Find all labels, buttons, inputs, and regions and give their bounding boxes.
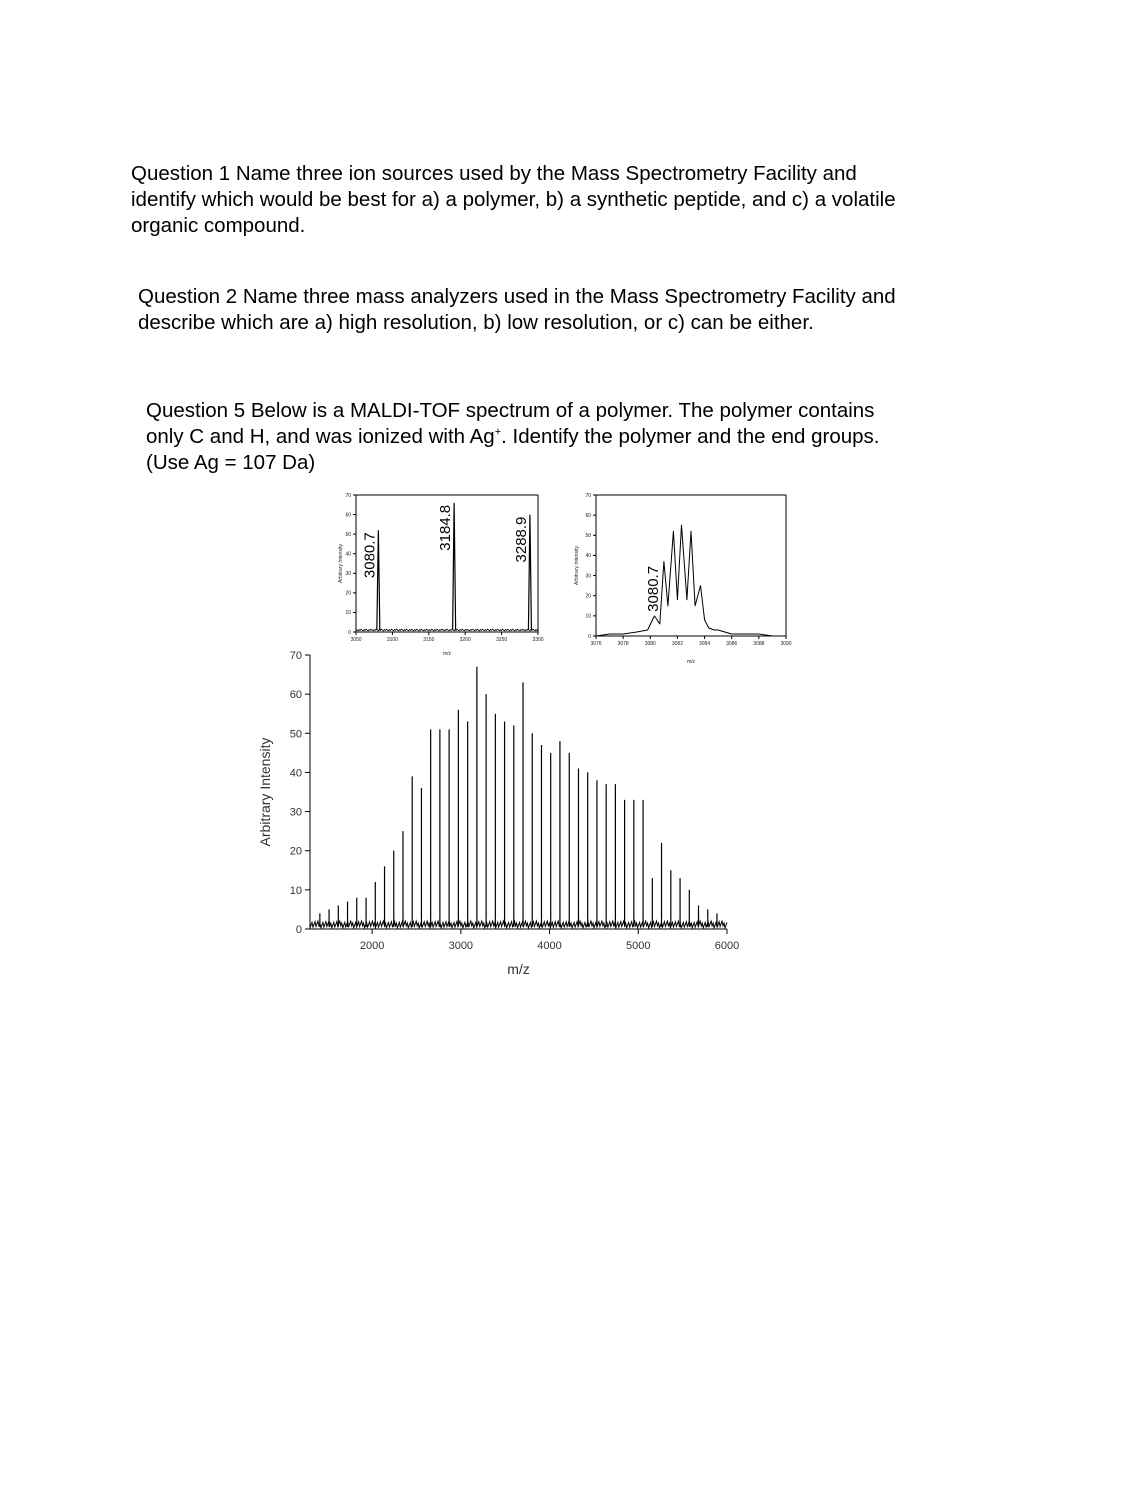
right-inset-envelope-line <box>596 525 786 636</box>
main-x-tick-label: 2000 <box>359 940 385 952</box>
right-inset-y-tick-label: 50 <box>585 533 591 540</box>
right-inset-x-tick-label: 3080 <box>644 641 656 647</box>
right-inset-x-axis-label: m/z <box>686 659 696 665</box>
left-inset-y-tick-label: 50 <box>345 531 351 538</box>
left-inset-x-tick-label: 3250 <box>496 637 508 643</box>
right-inset-x-tick-label: 3084 <box>699 641 711 647</box>
left-inset-x-tick-label: 3150 <box>423 637 435 643</box>
question-5-line-1: Question 5 Below is a MALDI-TOF spectrum of a polymer. The polymer contains <box>146 399 875 422</box>
main-x-tick-label: 3000 <box>448 940 474 952</box>
right-inset-x-tick-label: 3090 <box>780 641 792 647</box>
left-inset-y-axis-label: Arbitrary Intensity <box>338 544 344 583</box>
question-5-line-2-end: . Identify the polymer and the end groups. <box>501 425 880 448</box>
main-x-axis-label: m/z <box>507 961 530 977</box>
question-5-line-3: (Use Ag = 107 Da) <box>146 451 316 474</box>
left-inset-y-tick-label: 40 <box>345 551 351 558</box>
left-inset-peak-label: 3080.7 <box>361 532 379 579</box>
left-inset-y-tick-label: 30 <box>345 571 351 578</box>
right-inset-y-tick-label: 60 <box>585 512 591 519</box>
left-inset-x-tick-label: 3300 <box>532 637 544 643</box>
left-inset-peak-label: 3288.9 <box>512 516 530 563</box>
left-inset-y-tick-label: 60 <box>345 512 351 519</box>
right-inset-x-tick-label: 3076 <box>590 641 602 647</box>
left-inset-x-axis-label: m/z <box>442 651 452 657</box>
question-5 <box>146 398 1026 476</box>
main-x-tick-label: 6000 <box>714 940 740 952</box>
question-5-line-2-text: only C and H, and was ionized with Ag <box>146 425 495 448</box>
question-2 <box>138 284 1018 336</box>
main-y-tick-label: 60 <box>289 689 302 702</box>
right-inset-y-tick-label: 40 <box>585 553 591 560</box>
right-inset-y-axis-label: Arbitrary Intensity <box>574 546 580 585</box>
left-inset-y-tick-label: 10 <box>345 610 351 617</box>
left-inset-y-tick-label: 0 <box>348 629 351 636</box>
silver-charge-superscript: + <box>494 426 502 438</box>
right-inset-y-tick-label: 0 <box>588 633 591 640</box>
question-1-line-1: Question 1 Name three ion sources used by the Mass Spectrometry Facility and <box>131 162 857 185</box>
right-inset-peak-label: 3080.7 <box>644 565 662 612</box>
question-2-line-1: Question 2 Name three mass analyzers used in the Mass Spectrometry Facility and <box>138 285 896 308</box>
question-1-line-2: identify which would be best for a) a polymer, b) a synthetic peptide, and c) a volatile <box>131 188 896 211</box>
right-inset-y-tick-label: 70 <box>585 492 591 499</box>
right-inset-x-tick-label: 3078 <box>617 641 629 647</box>
main-y-tick-label: 40 <box>289 767 302 780</box>
maldi-tof-spectrum-main <box>250 650 750 990</box>
left-inset-y-tick-label: 20 <box>345 590 351 597</box>
question-5-line-2 <box>146 424 1026 450</box>
right-inset-x-tick-label: 3088 <box>753 641 765 647</box>
spectrum-inset-right <box>566 485 796 665</box>
question-1 <box>131 161 1011 239</box>
left-inset-y-tick-label: 70 <box>345 492 351 499</box>
main-baseline-noise <box>310 921 727 928</box>
main-y-tick-label: 30 <box>289 806 302 819</box>
main-x-tick-label: 5000 <box>626 940 651 952</box>
right-inset-y-tick-label: 20 <box>585 593 591 600</box>
spectrum-inset-left <box>330 485 550 665</box>
question-2-line-2: describe which are a) high resolution, b) low resolution, or c) can be either. <box>138 311 814 334</box>
right-inset-plot-frame <box>596 495 786 636</box>
left-inset-peak-label: 3184.8 <box>437 504 455 551</box>
main-y-tick-label: 20 <box>289 845 302 858</box>
main-y-tick-label: 70 <box>289 650 302 662</box>
right-inset-y-tick-label: 30 <box>585 573 591 580</box>
right-inset-y-tick-label: 10 <box>585 613 591 620</box>
right-inset-x-tick-label: 3082 <box>671 641 683 647</box>
main-x-tick-label: 4000 <box>537 940 562 952</box>
main-y-axis-label: Arbitrary Intensity <box>257 737 273 847</box>
left-inset-baseline <box>356 629 538 631</box>
left-inset-x-tick-label: 3050 <box>350 637 362 643</box>
left-inset-x-tick-label: 3100 <box>386 637 398 643</box>
main-y-tick-label: 50 <box>289 728 302 741</box>
right-inset-x-tick-label: 3086 <box>726 641 738 647</box>
main-y-tick-label: 10 <box>289 884 302 897</box>
left-inset-x-tick-label: 3200 <box>459 637 471 643</box>
question-1-line-3: organic compound. <box>131 214 306 237</box>
main-y-tick-label: 0 <box>295 924 302 936</box>
